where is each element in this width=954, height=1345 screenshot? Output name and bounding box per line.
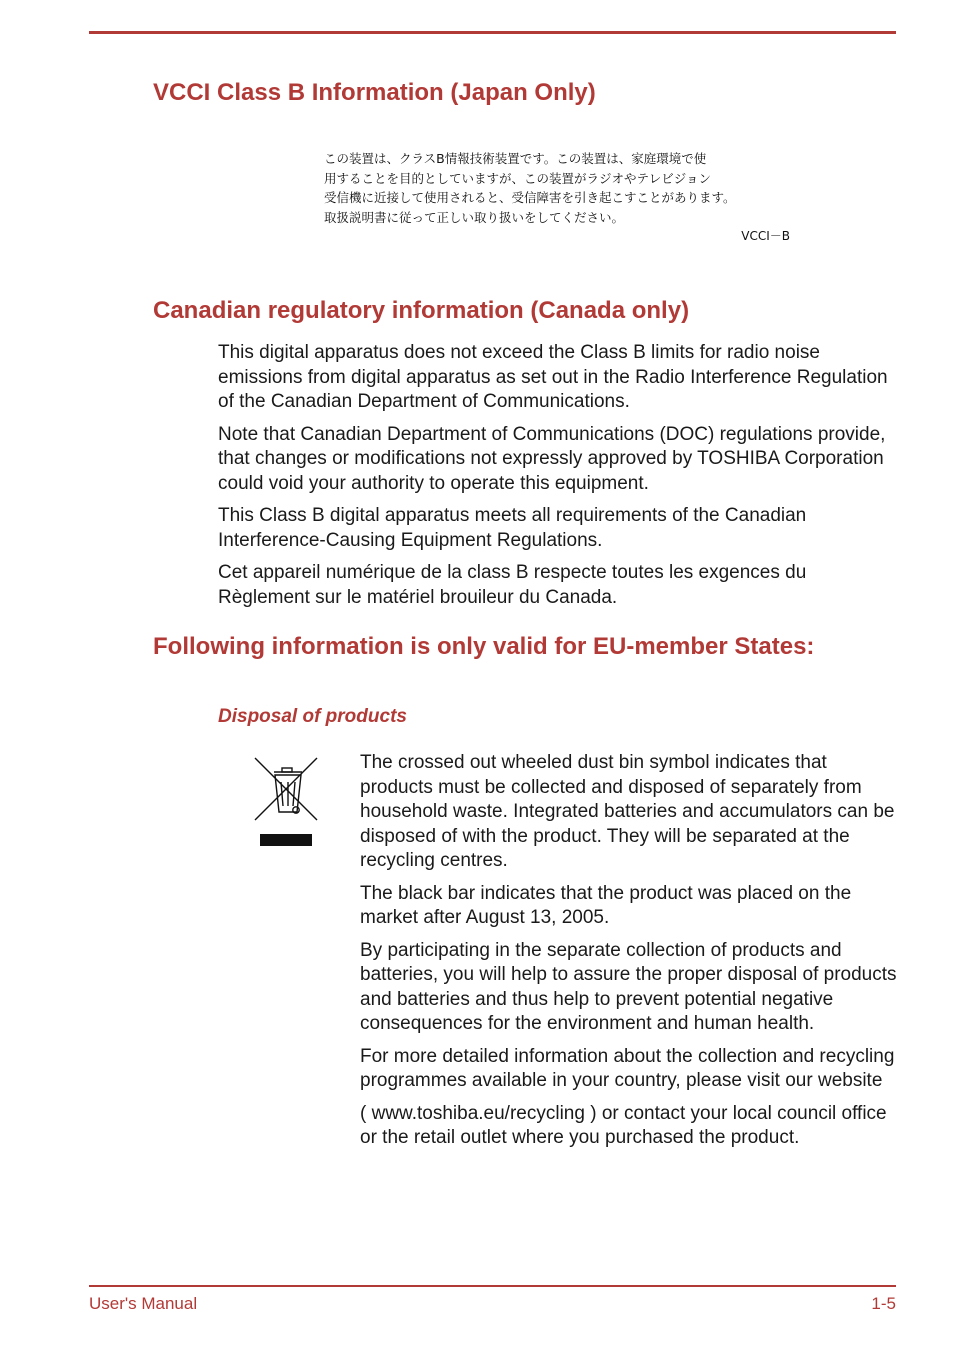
vcci-notice-code: VCCI－B (741, 229, 790, 243)
footer-rule (89, 1285, 896, 1287)
vcci-notice (324, 149, 804, 247)
vcci-heading: VCCI Class B Information (Japan Only) (153, 79, 596, 106)
eu-paragraph: ( www.toshiba.eu/recycling ) or contact your local council office or the retail outlet where you purchased the product. (360, 1102, 887, 1148)
vcci-notice-line: この装置は、クラスB情報技術装置です。この装置は、家庭環境で使 (324, 151, 707, 166)
eu-paragraph: The black bar indicates that the product was placed on the market after August 13, 2005. (360, 882, 852, 928)
vcci-notice-line: 用することを目的としていますが、この装置がラジオやテレビジョン (324, 170, 712, 186)
crossed-out-wheeled-bin-icon (252, 756, 320, 848)
eu-paragraph: For more detailed information about the collection and recycling programmes available in your country, please visit our website (360, 1045, 895, 1091)
eu-body (360, 751, 900, 1159)
canada-body (218, 341, 898, 618)
canada-paragraph: This Class B digital apparatus meets all requirements of the Canadian Interference-Causing Equipment Regulations. (218, 505, 807, 551)
vcci-notice-line: 受信機に近接して使用されると、受信障害を引き起こすことがあります。 (324, 190, 736, 205)
canada-heading: Canadian regulatory information (Canada only) (153, 297, 690, 324)
disposal-subheading: Disposal of products (218, 706, 407, 727)
canada-paragraph: Note that Canadian Department of Communications (DOC) regulations provide, that changes or modifications not expressly approved by TOSHIBA Corporation could void your authority to operate this equipment. (218, 423, 886, 494)
vcci-notice-line: 取扱説明書に従って正しい取り扱いをしてください。 (324, 209, 625, 225)
eu-paragraph: The crossed out wheeled dust bin symbol indicates that products must be collected and disposed of separately from household waste. Integrated batteries and accumulators can be disposed of with the product. They will be separated at the recycling centres. (360, 752, 895, 871)
canada-paragraph: Cet appareil numérique de la class B respecte toutes les exgences du Règlement sur le matériel brouileur du Canada. (218, 562, 807, 608)
footer-manual-label: User's Manual (89, 1294, 198, 1313)
eu-heading: Following information is only valid for EU-member States: (153, 633, 815, 660)
canada-paragraph: This digital apparatus does not exceed the Class B limits for radio noise emissions from digital apparatus as set out in the Radio Interference Regulation of the Canadian Department of Communications. (218, 342, 888, 412)
top-rule (89, 31, 896, 34)
eu-paragraph: By participating in the separate collection of products and batteries, you will help to assure the proper disposal of products and batteries and thus help to prevent potential negative consequences for the environment and human health. (360, 939, 897, 1034)
footer-page-number: 1-5 (871, 1294, 896, 1313)
